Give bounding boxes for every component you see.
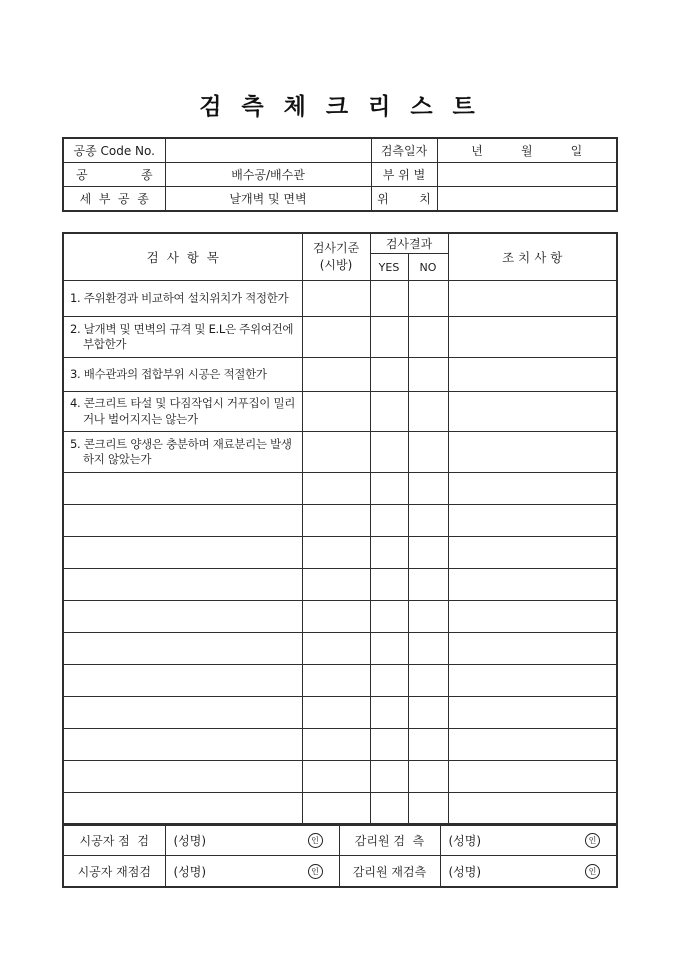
checklist-empty-row: [63, 473, 617, 505]
header-action: 조 치 사 항: [448, 233, 617, 281]
signature-row-recheck: [63, 856, 617, 888]
standard-cell: [302, 281, 370, 317]
action-cell: [448, 432, 617, 473]
header-inspection-result: 검사결과: [370, 233, 448, 254]
seal-icon: 인: [585, 833, 600, 848]
header-no: NO: [408, 254, 448, 281]
yes-cell: [370, 281, 408, 317]
checklist-item-row: [63, 317, 617, 358]
contractor-check-label: 시공자 점 검: [63, 824, 165, 856]
yes-cell: [370, 358, 408, 392]
location-value: [437, 187, 617, 212]
checklist-item-row: [63, 392, 617, 432]
signature-row-check: [63, 824, 617, 856]
checklist-empty-row: [63, 729, 617, 761]
no-cell: [408, 281, 448, 317]
work-type-value: 배수공/배수관: [165, 163, 371, 187]
header-yes: YES: [370, 254, 408, 281]
supervisor-inspect-name-cell: [440, 824, 617, 856]
name-field-label: (성명): [448, 864, 482, 879]
location-label: 위 치: [371, 187, 437, 212]
yes-cell: [370, 392, 408, 432]
no-cell: [408, 358, 448, 392]
seal-icon: 인: [308, 833, 323, 848]
yes-cell: [370, 317, 408, 358]
code-no-value: [165, 138, 371, 163]
checklist-empty-row: [63, 697, 617, 729]
work-type-label: 공 종: [63, 163, 165, 187]
checklist-item-row: [63, 281, 617, 317]
item-text-5: 5. 콘크리트 양생은 충분하며 재료분리는 발생하지 않았는가: [63, 432, 302, 473]
seal-icon: 인: [585, 864, 600, 879]
page-title: 검 측 체 크 리 스 트: [199, 94, 481, 120]
header-inspection-item: 검 사 항 목: [63, 233, 302, 281]
checklist-table: [62, 232, 618, 826]
name-field-label: (성명): [448, 833, 482, 848]
item-text-1: 1. 주위환경과 비교하여 설치위치가 적정한가: [63, 281, 302, 317]
checklist-item-row: [63, 432, 617, 473]
part-label: 부 위 별: [371, 163, 437, 187]
action-cell: [448, 392, 617, 432]
seal-icon: 인: [308, 864, 323, 879]
supervisor-inspect-label: 감리원 검 측: [339, 824, 440, 856]
detail-work-value: 날개벽 및 면벽: [165, 187, 371, 212]
code-no-label: 공종 Code No.: [63, 138, 165, 163]
contractor-recheck-name-cell: [165, 856, 339, 888]
checklist-empty-row: [63, 569, 617, 601]
action-cell: [448, 281, 617, 317]
contractor-recheck-label: 시공자 재점검: [63, 856, 165, 888]
checklist-item-row: [63, 358, 617, 392]
item-text-2: 2. 날개벽 및 면벽의 규격 및 E.L은 주위여건에 부합한가: [63, 317, 302, 358]
checklist-header-row-1: [63, 233, 617, 254]
no-cell: [408, 392, 448, 432]
checklist-empty-row: [63, 601, 617, 633]
action-cell: [448, 317, 617, 358]
info-table: [62, 137, 618, 212]
name-field-label: (성명): [173, 864, 207, 879]
inspection-date-label: 검측일자: [371, 138, 437, 163]
supervisor-reinspect-name-cell: [440, 856, 617, 888]
checklist-empty-row: [63, 633, 617, 665]
action-cell: [448, 358, 617, 392]
part-value: [437, 163, 617, 187]
detail-work-label: 세 부 공 종: [63, 187, 165, 212]
checklist-empty-row: [63, 761, 617, 793]
item-text-3: 3. 배수관과의 접합부위 시공은 적절한가: [63, 358, 302, 392]
standard-cell: [302, 392, 370, 432]
supervisor-reinspect-label: 감리원 재검측: [339, 856, 440, 888]
info-row-work: [63, 163, 617, 187]
name-field-label: (성명): [173, 833, 207, 848]
info-row-code: [63, 138, 617, 163]
standard-line2: (시방): [319, 258, 353, 272]
checklist-empty-row: [63, 793, 617, 826]
signature-table: [62, 823, 618, 888]
checklist-empty-row: [63, 665, 617, 697]
standard-cell: [302, 317, 370, 358]
standard-cell: [302, 358, 370, 392]
no-cell: [408, 317, 448, 358]
contractor-check-name-cell: [165, 824, 339, 856]
inspection-date-value: 년 월 일: [437, 138, 617, 163]
no-cell: [408, 432, 448, 473]
info-row-detail: [63, 187, 617, 212]
item-text-4: 4. 콘크리트 타설 및 다짐작업시 거푸집이 밀리거나 벌어지지는 않는가: [63, 392, 302, 432]
standard-line1: 검사기준: [312, 240, 360, 255]
checklist-empty-row: [63, 537, 617, 569]
yes-cell: [370, 432, 408, 473]
header-inspection-standard: [302, 233, 370, 281]
standard-cell: [302, 432, 370, 473]
checklist-empty-row: [63, 505, 617, 537]
